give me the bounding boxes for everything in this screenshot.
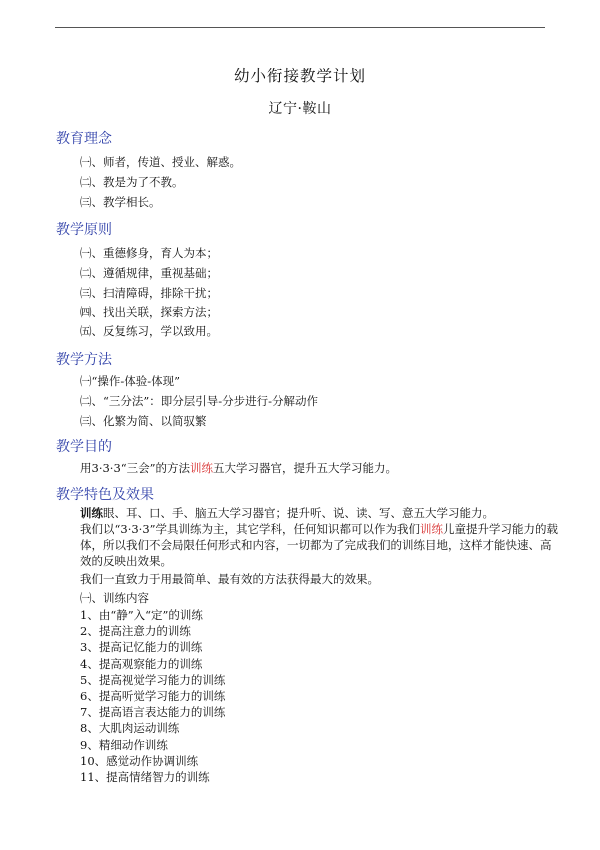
goals-text-a: 用3·3·3“三会”的方法	[80, 461, 191, 475]
methods-item-3: ㈢、化繁为简、以简驭繁	[80, 414, 207, 428]
features-paragraph-3: 我们一直致力于用最简单、最有效的方法获得最大的效果。	[80, 572, 379, 586]
principles-item-4: ㈣、找出关联，探索方法；	[80, 305, 218, 319]
features-p2-b: 儿童提升学习能力的载体，所以我们不会局限任何形式和内容，一切都为了完成我们的训练目地，这样才能快速、高效的反映出效果。	[80, 522, 559, 568]
features-paragraph-2	[80, 521, 560, 569]
principles-item-2: ㈡、遵循规律，重视基础；	[80, 266, 218, 280]
heading-goals: 教学目的	[56, 439, 112, 455]
training-item-1: 1、由“静”入“定”的训练	[80, 608, 203, 622]
features-p2-a: 我们以“3·3·3”学具训练为主，其它学科，任何知识都可以作为我们	[80, 522, 421, 536]
goals-text-b: 五大学习器官，提升五大学习能力。	[213, 461, 398, 475]
principles-item-5: ㈤、反复练习，学以致用。	[80, 324, 218, 338]
philosophy-item-3: ㈢、教学相长。	[80, 195, 161, 209]
training-item-4: 4、提高观察能力的训练	[80, 656, 203, 671]
features-p1-rest: 眼、耳、口、手、脑五大学习器官；提升听、说、读、写、意五大学习能力。	[103, 506, 494, 520]
training-item-7: 7、提高语言表达能力的训练	[80, 705, 226, 720]
goals-text	[80, 461, 397, 476]
methods-item-2: ㈡、“三分法”：即分层引导-分步进行-分解动作	[80, 394, 319, 408]
features-p1-bold: 训练	[80, 506, 103, 520]
document-subtitle: 辽宁·鞍山	[268, 101, 332, 117]
heading-principles: 教学原则	[56, 222, 112, 238]
goals-text-red: 训练	[190, 461, 214, 475]
features-paragraph-1	[80, 505, 560, 521]
training-item-3: 3、提高记忆能力的训练	[80, 640, 203, 655]
training-item-9: 9、精细动作训练	[80, 737, 168, 752]
methods-item-1: ㈠“操作-体验-体现”	[80, 374, 181, 388]
principles-item-3: ㈢、扫清障碍，排除干扰；	[80, 286, 218, 300]
training-item-10: 10、感觉动作协调训练	[80, 753, 199, 768]
philosophy-item-2: ㈡、教是为了不教。	[80, 175, 184, 189]
training-list	[80, 607, 225, 785]
philosophy-item-1: ㈠、师者，传道、授业、解惑。	[80, 155, 241, 169]
training-item-11: 11、提高情绪智力的训练	[80, 769, 210, 784]
heading-methods: 教学方法	[56, 352, 112, 368]
training-item-6: 6、提高听觉学习能力的训练	[80, 688, 226, 703]
training-item-8: 8、大肌肉运动训练	[80, 721, 180, 736]
training-item-5: 5、提高视觉学习能力的训练	[80, 672, 226, 687]
training-item-2: 2、提高注意力的训练	[80, 624, 191, 639]
header-rule	[55, 27, 545, 28]
heading-features: 教学特色及效果	[56, 487, 154, 503]
principles-item-1: ㈠、重德修身，育人为本；	[80, 246, 218, 260]
heading-philosophy: 教育理念	[56, 131, 112, 147]
features-p2-red: 训练	[420, 522, 444, 536]
training-content-heading: ㈠、训练内容	[80, 591, 149, 605]
document-title: 幼小衔接教学计划	[233, 67, 366, 85]
